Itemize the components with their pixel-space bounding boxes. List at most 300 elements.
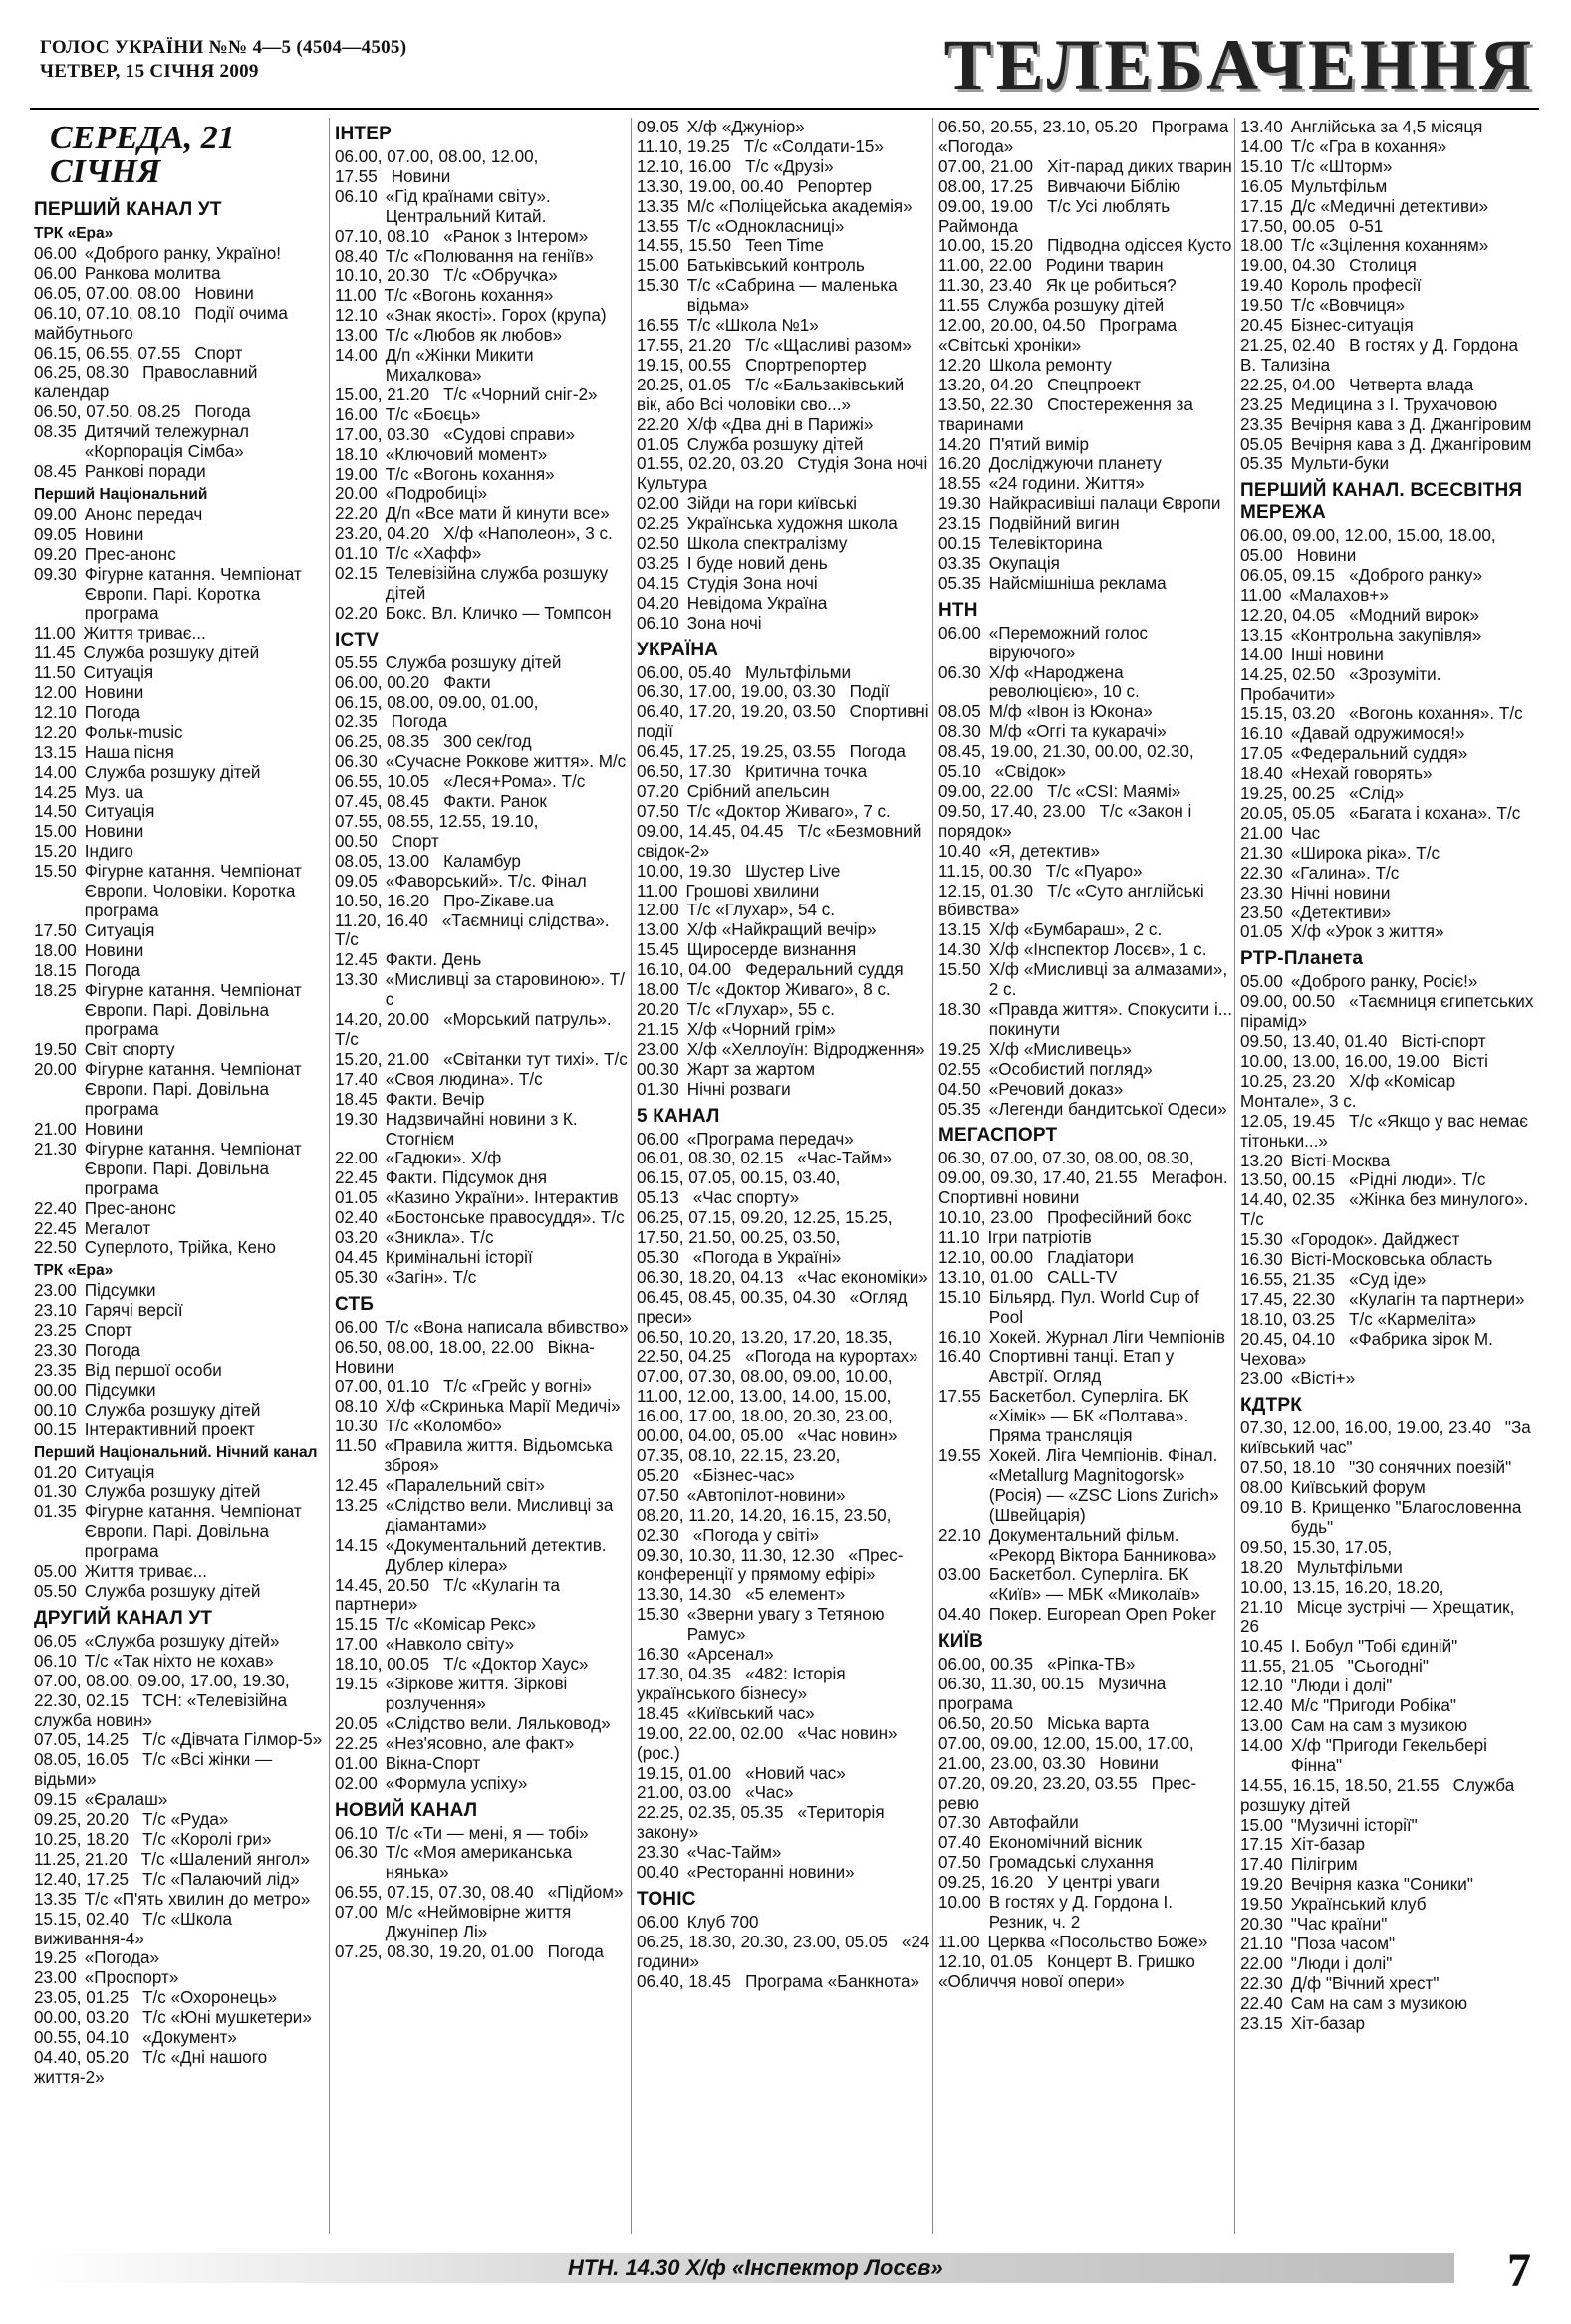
listing-title: Батьківський контроль <box>686 256 865 276</box>
listing-title: Погода <box>391 712 448 732</box>
listing-title: Вікна-Спорт <box>385 1753 481 1773</box>
listing-title: «Правда життя». Спокусити і... покинути <box>988 999 1233 1039</box>
listing-row <box>34 344 328 364</box>
listing-time: 06.15, 08.00, 09.00, 01.00, 02.35 <box>335 692 539 732</box>
listing-time: 06.50, 17.30 <box>637 762 732 782</box>
listing-time: 01.35 <box>34 1502 77 1522</box>
listing-row <box>34 1060 328 1120</box>
listing-time: 21.25, 02.40 <box>1240 335 1336 355</box>
listing-time: 18.00 <box>1240 236 1283 256</box>
listing-row <box>1240 1152 1534 1171</box>
listing-time: 13.00 <box>335 326 378 346</box>
listing-title: Окупація <box>988 553 1060 573</box>
listing-row <box>335 1615 629 1635</box>
listing-row <box>1240 137 1534 157</box>
listing-row <box>1240 296 1534 316</box>
listing-time: 01.30 <box>637 1079 679 1099</box>
listing-title: Т/с «Вона написала вбивство» <box>385 1317 629 1337</box>
listing-title: «Формула успіху» <box>385 1773 528 1793</box>
listing-row <box>938 157 1232 177</box>
listing-title: «Ресторанні новини» <box>686 1863 855 1883</box>
listing-time: 23.15 <box>938 514 981 534</box>
listing-title: Факти. День <box>385 950 482 970</box>
listing-row <box>1240 1994 1534 2014</box>
listing-row <box>637 356 930 376</box>
listing-time: 08.05, 16.05 <box>34 1750 130 1770</box>
listing-time: 23.00 <box>637 1039 679 1059</box>
listing-title: Фігурне катання. Чемпіонат Європи. Чоловіки. Коротка програма <box>84 862 302 920</box>
listing-time: 01.55, 02.20, 03.20 <box>637 454 784 474</box>
listing-row <box>335 1268 629 1288</box>
listing-time: 07.20, 09.20, 23.20, 03.55 <box>938 1773 1138 1793</box>
listing-title: Т/с «Доктор Живаго», 7 с. <box>686 801 891 821</box>
listing-row <box>637 574 930 594</box>
listing-row <box>637 1367 930 1446</box>
listing-row <box>637 920 930 940</box>
listing-row <box>34 862 328 921</box>
listing-title: І. Бобул "Тобі єдиній" <box>1290 1637 1458 1657</box>
listing-row <box>1240 1835 1534 1855</box>
listing-title: Нічні новини <box>1290 883 1391 903</box>
listing-title: Т/с «Шалений янгол» <box>140 1849 310 1869</box>
listing-time: 08.30 <box>938 722 981 742</box>
listing-title: Студія Зона ночі Культура <box>637 454 928 494</box>
listing-time: 14.00 <box>1240 1735 1283 1755</box>
listing-time: 02.55 <box>938 1059 981 1079</box>
listing-row <box>1240 904 1534 923</box>
listing-title: Родини тварин <box>1045 256 1164 276</box>
listing-title: Спорт <box>84 1321 132 1341</box>
listing-time: 06.00 <box>34 263 77 283</box>
listing-row <box>34 244 328 264</box>
listing-time: 08.35 <box>34 422 77 442</box>
listing-row <box>1240 1310 1534 1330</box>
listing-time: 06.30 <box>335 1843 378 1863</box>
listing-time: 22.45 <box>34 1218 77 1238</box>
listing-title: П'ятий вимір <box>988 434 1089 454</box>
listing-title: Служба розшуку дітей <box>84 762 261 782</box>
listing-title: «Погода на курортах» <box>745 1347 918 1367</box>
listing-title: Спецпроект <box>1047 375 1142 394</box>
listing-title: «24 години» <box>637 1932 930 1971</box>
listing-time: 12.10, 01.05 <box>938 1951 1034 1971</box>
listing-title: Інтерактивний проект <box>84 1420 255 1439</box>
masthead <box>30 25 1539 110</box>
listing-time: 14.00 <box>335 346 378 366</box>
listing-title: Економічний вісник <box>988 1833 1142 1853</box>
listing-row <box>1240 1112 1534 1152</box>
listing-time: 08.00, 17.25 <box>938 176 1034 196</box>
listing-title: У центрі уваги <box>1047 1873 1160 1893</box>
listing-row <box>938 802 1232 842</box>
listing-row <box>34 462 328 482</box>
listing-time: 22.45 <box>335 1168 378 1188</box>
listing-row <box>637 1506 930 1546</box>
listing-title: «Слідство вели. Мисливці за діамантами» <box>385 1495 614 1535</box>
listing-row <box>637 1446 930 1486</box>
listing-title: "30 сонячних поезій" <box>1349 1458 1512 1478</box>
listing-title: Баскетбол. Суперліга. БК «Хімік» — БК «Полтава». Пряма трансляція <box>988 1387 1189 1446</box>
listing-title: Дитячий тележурнал «Корпорація Сімба» <box>84 422 250 462</box>
channel-heading: ІНТЕР <box>335 124 392 144</box>
listing-row <box>1240 844 1534 864</box>
listing-title: М/ф «Івон із Юкона» <box>988 702 1153 722</box>
listing-row <box>335 306 629 326</box>
listing-time: 17.30, 04.35 <box>637 1664 732 1683</box>
listing-title: «Єралаш» <box>84 1790 168 1810</box>
listing-row <box>1240 1875 1534 1895</box>
listing-row <box>938 356 1232 376</box>
listing-title: «Ранок з Інтером» <box>443 226 589 246</box>
listing-time: 06.55, 10.05 <box>335 772 430 792</box>
paper-issue: ГОЛОС УКРАЇНИ №№ 4—5 (4504—4505) <box>40 37 407 58</box>
listing-title: Репортер <box>797 176 873 196</box>
listing-time: 17.15 <box>1240 196 1283 216</box>
listing-time: 05.30 <box>335 1267 378 1287</box>
listing-row <box>1240 724 1534 744</box>
listing-row <box>637 1783 930 1803</box>
listing-time: 12.20 <box>34 722 77 742</box>
listing-title: Вісті <box>1452 1051 1488 1071</box>
listing-row <box>938 1526 1232 1566</box>
listing-title: Грошові хвилини <box>685 881 820 901</box>
listing-title: «Своя людина». Т/с <box>385 1069 543 1089</box>
listing-title: Вечірня кава з Д. Джангіровим <box>1290 434 1532 454</box>
listing-time: 01.05 <box>335 1188 378 1208</box>
listing-title: «Контрольна закупівля» <box>1290 625 1482 645</box>
listing-time: 05.00 <box>34 1562 77 1582</box>
listing-title: Служба розшуку дітей <box>686 434 864 454</box>
listing-title: Х/ф «Мисливці за алмазами», 2 с. <box>988 960 1228 1000</box>
listing-time: 23.35 <box>34 1360 77 1380</box>
listing-time: 00.40 <box>637 1863 679 1883</box>
listing-time: 00.00 <box>34 1380 77 1400</box>
listing-time: 12.05, 19.45 <box>1240 1111 1336 1131</box>
listing-time: 06.25, 18.30, 20.30, 23.00, 05.05 <box>637 1932 888 1951</box>
listing-row <box>34 1401 328 1420</box>
listing-time: 06.40, 17.20, 19.20, 03.50 <box>637 702 836 722</box>
listing-row <box>637 682 930 702</box>
listing-title: «Я, детектив» <box>988 841 1100 861</box>
listing-time: 12.10 <box>34 702 77 722</box>
listing-title: Спорт <box>391 831 439 851</box>
listing-row <box>637 980 930 1000</box>
listing-title: Хокей. Ліга Чемпіонів. Фінал. «Metallurg Magnitogorsk» (Росія) — «ZSC Lions Zurich» (Швейцарія) <box>988 1446 1219 1525</box>
listing-row <box>335 732 629 752</box>
listing-row <box>1240 1716 1534 1736</box>
listing-title: М/с «Неймовірне життя Джуніпер Лі» <box>385 1903 572 1942</box>
listing-time: 20.30 <box>1240 1915 1283 1935</box>
listing-time: 06.00 <box>938 623 981 643</box>
listing-row <box>335 147 629 187</box>
listing-row <box>335 504 629 524</box>
listing-time: 09.00, 19.00 <box>938 196 1034 216</box>
listing-time: 07.35, 08.10, 22.15, 23.20, 05.20 <box>637 1446 841 1485</box>
listing-row <box>938 1248 1232 1268</box>
listing-row <box>637 1268 930 1288</box>
listing-row <box>1240 1637 1534 1657</box>
listing-title: Фігурне катання. Чемпіонат Європи. Парі. Коротка програма <box>84 564 302 624</box>
listing-title: Т/с «Якщо у вас немає тітоньки...» <box>1240 1111 1528 1151</box>
listing-time: 06.10 <box>637 613 679 633</box>
listing-title: Т/с «Гра в кохання» <box>1290 136 1447 156</box>
listing-time: 13.20, 04.20 <box>938 375 1034 394</box>
listing-title: Медицина з І. Трухачовою <box>1290 394 1498 414</box>
listing-row <box>34 1968 328 1988</box>
listing-time: 11.55, 21.05 <box>1240 1657 1334 1677</box>
listing-title: Від першої особи <box>84 1360 222 1380</box>
listing-row <box>34 743 328 763</box>
listing-time: 01.05 <box>637 434 679 454</box>
listing-row <box>938 494 1232 514</box>
page-number: 7 <box>1507 2244 1531 2297</box>
listing-time: 06.15, 06.55, 07.55 <box>34 343 181 363</box>
listing-time: 15.00 <box>34 822 77 842</box>
listing-row <box>637 1972 930 1992</box>
listing-title: Хіт-базар <box>1290 2013 1366 2033</box>
footer <box>30 2243 1539 2301</box>
listing-time: 13.15 <box>1240 625 1283 645</box>
listing-title: Події очима майбутнього <box>34 303 288 343</box>
listing-title: Фігурне катання. Чемпіонат Європи. Парі. Довільна програма <box>84 980 302 1040</box>
listing-title: «Слідство вели. Ляльковод» <box>385 1713 611 1733</box>
listing-title: І буде новий день <box>686 553 828 573</box>
listing-time: 23.10 <box>34 1301 77 1321</box>
listing-title: Сам на сам з музикою <box>1290 1993 1468 2013</box>
listing-time: 19.50 <box>1240 1895 1283 1915</box>
listing-row <box>1240 526 1534 566</box>
listing-row <box>34 683 328 703</box>
footer-promo: НТН. 14.30 Х/ф «Інспектор Лосєв» <box>568 2255 943 2280</box>
channel-heading: ТОНІС <box>637 1888 696 1910</box>
listing-row <box>335 1338 629 1378</box>
listing-time: 22.25, 02.35, 05.35 <box>637 1803 784 1823</box>
listing-row <box>637 862 930 882</box>
listing-row <box>637 1486 930 1506</box>
listing-title: «Загін». Т/с <box>385 1267 477 1287</box>
listing-row <box>335 892 629 911</box>
listing-time: 13.30 <box>335 970 378 990</box>
listing-title: «Модний вирок» <box>1349 605 1480 625</box>
listing-row <box>1240 1736 1534 1776</box>
listing-time: 11.25, 21.20 <box>34 1849 128 1869</box>
listing-title: "Музичні історії" <box>1290 1815 1418 1835</box>
listing-row <box>1240 1032 1534 1052</box>
listing-title: Телевізійна служба розшуку дітей <box>385 564 609 603</box>
listing-time: 15.45 <box>637 940 679 960</box>
column-divider <box>329 118 330 2234</box>
listing-title: Програма «Банкнота» <box>745 1971 919 1991</box>
listing-title: «Рідні люди». Т/с <box>1349 1170 1486 1190</box>
listing-title: Т/с «Комісар Рекс» <box>385 1615 536 1635</box>
listing-time: 13.35 <box>637 196 679 216</box>
listing-row <box>938 722 1232 742</box>
day-heading: СЕРЕДА, 21 СІЧНЯ <box>50 122 328 189</box>
listing-row <box>34 1361 328 1381</box>
listing-title: «Таємниця єгипетських пірамід» <box>1240 992 1534 1032</box>
listing-time: 18.10 <box>335 444 378 464</box>
listing-row <box>34 1482 328 1502</box>
listing-title: Новини <box>84 683 144 703</box>
listing-title: Студія Зона ночі <box>686 573 818 593</box>
listing-title: Служба розшуку дітей <box>83 644 260 663</box>
listing-time: 21.00 <box>34 1119 77 1139</box>
listing-title: Х/ф «Хеллоуїн: Відродження» <box>686 1039 925 1059</box>
listing-title: Т/с «Грейс у вогні» <box>443 1377 592 1397</box>
listing-title: «Речовий доказ» <box>988 1079 1124 1099</box>
listing-row <box>1240 566 1534 586</box>
listing-title: Найкрасивіші палаци Європи <box>988 494 1221 514</box>
listing-title: «Бостонське правосуддя». Т/с <box>385 1208 625 1228</box>
listing-time: 11.45 <box>34 644 76 663</box>
listing-title: «Автопілот-новини» <box>686 1485 846 1505</box>
listing-title: Досліджуючи планету <box>988 454 1162 474</box>
listing-row <box>1240 1538 1534 1578</box>
listing-time: 10.25, 23.20 <box>1240 1071 1336 1091</box>
listing-row <box>335 1536 629 1576</box>
listing-time: 12.45 <box>335 1476 378 1495</box>
listing-row <box>637 1020 930 1040</box>
listing-row <box>637 822 930 862</box>
listing-time: 06.25, 08.35 <box>335 732 430 752</box>
listing-title: Православний календар <box>34 363 258 402</box>
listing-time: 06.50, 07.50, 08.25 <box>34 402 181 422</box>
listing-time: 21.30 <box>34 1139 77 1159</box>
listing-row <box>1240 276 1534 296</box>
listing-title: Т/с «Боєць» <box>385 404 481 424</box>
listing-row <box>335 405 629 425</box>
listing-time: 12.10 <box>1240 1677 1283 1696</box>
listing-time: 22.50 <box>34 1238 77 1258</box>
listing-time: 07.30, 12.00, 16.00, 19.00, 23.40 <box>1240 1419 1491 1438</box>
listing-row <box>1240 704 1534 724</box>
listing-title: Т/с «Пуаро» <box>1045 861 1143 881</box>
listing-title: Федеральний суддя <box>745 960 904 980</box>
listing-time: 23.15 <box>1240 2013 1283 2033</box>
listing-time: 20.05, 05.05 <box>1240 804 1336 823</box>
listing-time: 18.15 <box>34 960 77 980</box>
listing-row <box>335 1208 629 1228</box>
listing-row <box>335 1843 629 1883</box>
listing-time: 19.40 <box>1240 276 1283 296</box>
listing-title: «Ріпка-ТВ» <box>1047 1655 1136 1675</box>
listing-time: 15.30 <box>637 1605 679 1625</box>
listing-title: Новини <box>391 166 451 186</box>
listing-title: «Суд іде» <box>1349 1269 1427 1289</box>
listing-row <box>1240 606 1534 626</box>
listing-title: «Київський час» <box>686 1703 815 1723</box>
listing-time: 23.00 <box>1240 1369 1283 1389</box>
listing-row <box>938 395 1232 435</box>
listing-title: Т/с «Друзі» <box>745 156 834 176</box>
listing-row <box>34 1238 328 1258</box>
listing-title: «Ключовий момент» <box>385 444 548 464</box>
listing-row <box>637 137 930 157</box>
listing-time: 09.05 <box>34 524 77 544</box>
listing-title: Професійний бокс <box>1047 1208 1192 1228</box>
listing-row <box>335 1824 629 1844</box>
listing-title: Т/с «П'ять хвилин до метро» <box>84 1889 311 1909</box>
listing-row <box>335 1754 629 1774</box>
listing-time: 14.55, 15.50 <box>637 236 732 256</box>
listing-time: 20.05 <box>335 1713 378 1733</box>
listing-time: 07.40 <box>938 1833 981 1853</box>
listing-time: 06.30, 17.00, 19.00, 03.30 <box>637 682 836 702</box>
listing-row <box>1240 256 1534 276</box>
listing-row <box>938 1952 1232 1992</box>
listing-title: "За київський час" <box>1240 1419 1531 1458</box>
listing-time: 03.00 <box>938 1565 981 1585</box>
listing-row <box>938 663 1232 703</box>
listing-time: 06.30, 18.20, 04.13 <box>637 1267 784 1287</box>
listing-row <box>637 762 930 782</box>
listing-time: 19.25, 00.25 <box>1240 784 1336 804</box>
listing-row <box>34 1582 328 1602</box>
listing-time: 08.05 <box>938 702 981 722</box>
listing-title: «Служба розшуку дітей» <box>84 1631 280 1651</box>
listing-title: 0-51 <box>1349 216 1384 236</box>
listing-row <box>938 1149 1232 1208</box>
channel-heading: КДТРК <box>1240 1395 1303 1417</box>
listing-title: В гостях у Д. Гордона В. Тализіна <box>1240 335 1519 375</box>
listing-title: Х/ф «Наполеон», 3 с. <box>443 524 613 544</box>
listing-row <box>335 544 629 564</box>
listing-title: «Фабрика зірок М. Чехова» <box>1240 1329 1493 1369</box>
listing-title: «Паралельний світ» <box>385 1476 545 1495</box>
listing-row <box>637 1328 930 1368</box>
listing-time: 09.25, 20.20 <box>34 1810 130 1830</box>
listing-row <box>1240 336 1534 376</box>
listing-row <box>938 782 1232 802</box>
listing-time: 06.05 <box>34 1631 77 1651</box>
listing-title: «Зрозуміти. Пробачити» <box>1240 664 1441 704</box>
channel-heading: НОВИЙ КАНАЛ <box>335 1799 478 1821</box>
listing-row <box>938 882 1232 921</box>
listing-row <box>938 1208 1232 1228</box>
listing-time: 15.50 <box>938 960 981 980</box>
listing-row <box>34 1850 328 1870</box>
listing-title: Подвійний вигин <box>988 514 1120 534</box>
listing-time: 18.30 <box>938 999 981 1019</box>
listing-title: «Сучасне Роккове життя». М/с <box>385 752 627 772</box>
listing-title: Більярд. Пул. World Cup of Pool <box>988 1287 1199 1327</box>
listing-row <box>34 565 328 625</box>
listing-time: 14.25, 02.50 <box>1240 664 1336 684</box>
listing-time: 09.00 <box>34 504 77 524</box>
listing-time: 15.00 <box>1240 1815 1283 1835</box>
channel-heading: НТН <box>938 599 978 621</box>
listing-title: «Гід країнами світу». Центральний Китай. <box>385 186 551 226</box>
listing-row <box>34 723 328 743</box>
listing-time: 15.00 <box>637 256 679 276</box>
listing-title: «Погода в Україні» <box>692 1247 842 1267</box>
listing-row <box>637 702 930 742</box>
listing-row <box>637 594 930 614</box>
listing-time: 15.00, 21.20 <box>335 385 430 404</box>
listing-title: Індиго <box>84 842 133 862</box>
listing-time: 06.00 <box>637 1912 679 1932</box>
listing-row <box>637 276 930 316</box>
listing-time: 13.20 <box>1240 1151 1283 1170</box>
listing-time: 13.35 <box>34 1889 77 1909</box>
listing-title: Т/с «Бальзаківський вік, або Всі чоловіки сво...» <box>637 375 905 414</box>
listing-time: 07.50 <box>938 1853 981 1873</box>
listing-title: Хокей. Журнал Ліги Чемпіонів <box>988 1327 1225 1347</box>
listing-row <box>938 1328 1232 1348</box>
listing-row <box>938 1100 1232 1120</box>
listing-row <box>335 1714 629 1734</box>
listing-row <box>938 118 1232 157</box>
